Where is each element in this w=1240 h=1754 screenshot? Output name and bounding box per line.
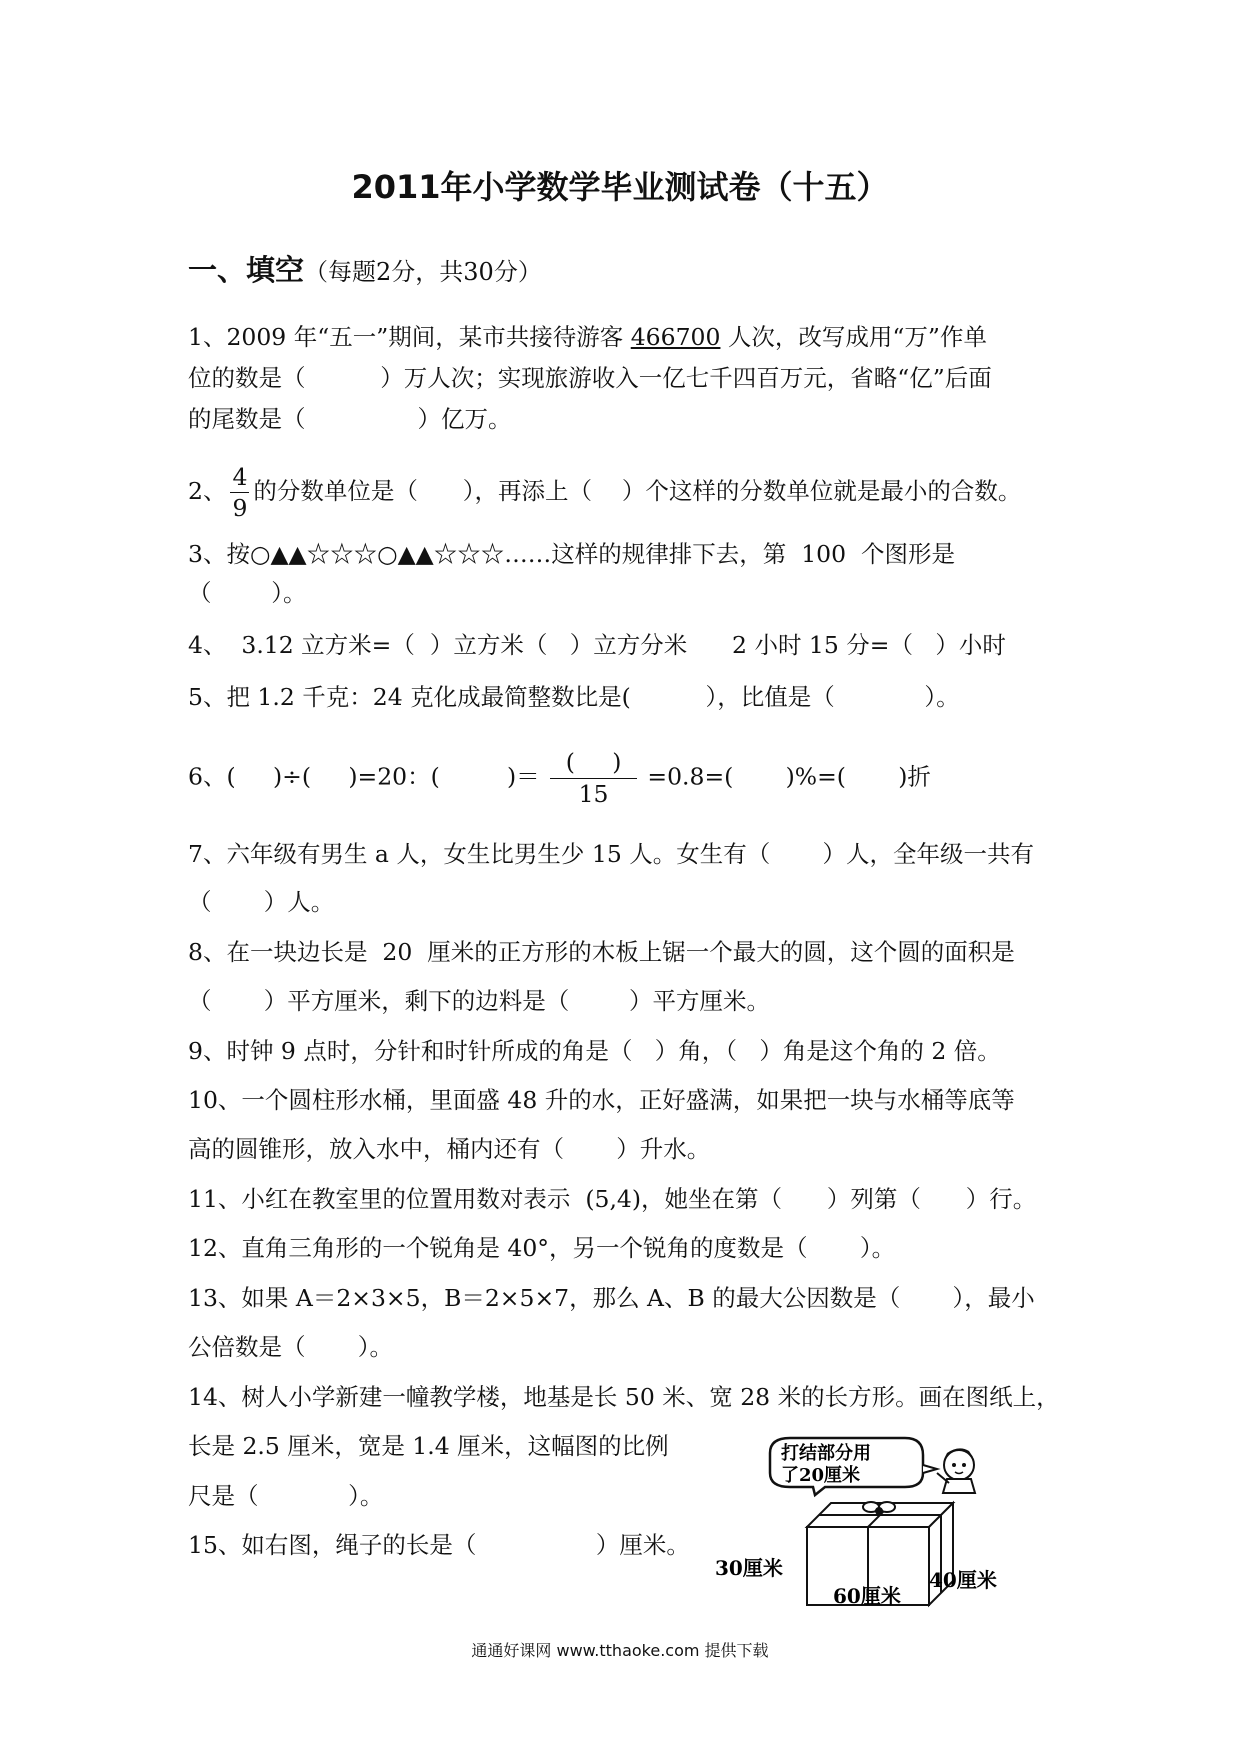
label-height: 30厘米 xyxy=(715,1556,783,1580)
question-8-line-2: （ ）平方厘米，剩下的边料是（ ）平方厘米。 xyxy=(188,987,771,1015)
question-12: 12、直角三角形的一个锐角是 40°，另一个锐角的度数是（ ）。 xyxy=(188,1234,896,1262)
question-7-line-2: （ ）人。 xyxy=(188,888,335,916)
question-6 xyxy=(188,748,931,808)
boy-icon xyxy=(937,1448,975,1493)
q2-denominator: 9 xyxy=(232,494,248,523)
q2-text-b: 的分数单位是（ ），再添上（ ）个这样的分数单位就是最小的合数。 xyxy=(253,477,1022,506)
question-1-line-1 xyxy=(188,323,987,351)
q6-fraction xyxy=(550,748,638,808)
question-14-line-3: 尺是（ ）。 xyxy=(188,1482,384,1510)
q6-text-a: 6、( )÷( )=20：( )＝ xyxy=(188,762,540,791)
question-13-line-2: 公倍数是（ ）。 xyxy=(188,1333,394,1361)
q1-number: 466700 xyxy=(630,323,721,351)
question-3-line-1: 3、按○▲▲☆☆☆○▲▲☆☆☆……这样的规律排下去，第 100 个图形是 xyxy=(188,540,955,568)
q2-numerator: 4 xyxy=(230,463,249,493)
question-3-line-2: （ ）。 xyxy=(188,579,307,607)
question-8-line-1: 8、在一块边长是 20 厘米的正方形的木板上锯一个最大的圆，这个圆的面积是 xyxy=(188,938,1015,966)
q1-text-b: 人次，改写成用“万”作单 xyxy=(720,323,987,351)
question-10-line-1: 10、一个圆柱形水桶，里面盛 48 升的水，正好盛满，如果把一块与水桶等底等 xyxy=(188,1086,1015,1114)
question-9: 9、时钟 9 点时，分针和时针所成的角是（ ）角，（ ）角是这个角的 2 倍。 xyxy=(188,1037,1001,1065)
question-14-line-2: 长是 2.5 厘米，宽是 1.4 厘米，这幅图的比例 xyxy=(188,1432,669,1460)
footer-credit: 通通好课网 www.tthaoke.com 提供下载 xyxy=(471,1641,769,1660)
section-title: 一、填空 xyxy=(188,253,305,287)
q2-fraction xyxy=(230,463,249,522)
q6-denominator: 15 xyxy=(578,780,609,809)
section-heading xyxy=(188,248,542,289)
question-4: 4、 3.12 立方米=（ ）立方米（ ）立方分米 2 小时 15 分=（ ）小时 xyxy=(188,631,1006,659)
label-width: 40厘米 xyxy=(929,1568,997,1592)
q6-text-b: =0.8=( )%=( )折 xyxy=(647,762,931,791)
q6-numerator: ( ) xyxy=(550,748,638,779)
section-note: （每题2分，共30分） xyxy=(304,258,542,286)
question-7-line-1: 7、六年级有男生 a 人，女生比男生少 15 人。女生有（ ）人，全年级一共有 xyxy=(188,840,1035,868)
question-5: 5、把 1.2 千克：24 克化成最简整数比是( ），比值是（ ）。 xyxy=(188,683,960,711)
q2-text-a: 2、 xyxy=(188,477,227,506)
question-14-line-1: 14、树人小学新建一幢教学楼，地基是长 50 米、宽 28 米的长方形。画在图纸上， xyxy=(188,1383,1060,1411)
question-2 xyxy=(188,463,1021,522)
label-length: 60厘米 xyxy=(833,1584,901,1608)
gift-box-figure xyxy=(715,1435,1015,1610)
question-1-line-3: 的尾数是（ ）亿万。 xyxy=(188,405,512,433)
question-11: 11、小红在教室里的位置用数对表示 (5,4)，她坐在第（ ）列第（ ）行。 xyxy=(188,1185,1037,1213)
q1-text-a: 1、2009 年“五一”期间，某市共接待游客 xyxy=(188,323,631,351)
question-1-line-2: 位的数是（ ）万人次；实现旅游收入一亿七千四百万元，省略“亿”后面 xyxy=(188,364,992,392)
question-15: 15、如右图，绳子的长是（ ）厘米。 xyxy=(188,1531,690,1559)
bubble-text-1: 打结部分用 xyxy=(781,1443,871,1464)
bubble-text-2: 了20厘米 xyxy=(781,1465,861,1486)
page-title: 2011年小学数学毕业测试卷（十五） xyxy=(351,168,889,206)
question-13-line-1: 13、如果 A＝2×3×5，B＝2×5×7，那么 A、B 的最大公因数是（ ），最小 xyxy=(188,1284,1035,1312)
question-10-line-2: 高的圆锥形，放入水中，桶内还有（ ）升水。 xyxy=(188,1135,711,1163)
